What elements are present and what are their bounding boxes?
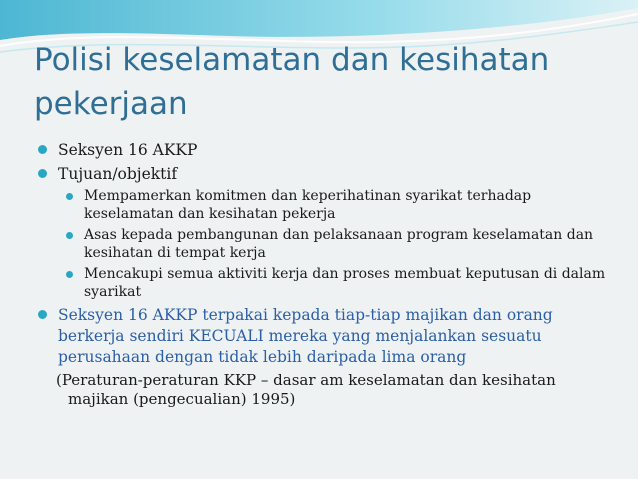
bullet-dot-icon [38,169,47,178]
bullet-dot-icon [38,310,47,319]
sub-bullet-item [66,227,608,262]
bullet-dot-icon [66,193,73,200]
bullet-text: Seksyen 16 AKKP [58,141,198,159]
slide-title: Polisi keselamatan dan kesihatan pekerjaan [34,42,550,122]
slide-content [38,140,608,409]
sub-bullet-text: Mempamerkan komitmen dan keperihatinan syarikat terhadap keselamatan dan kesihatan pekerja [84,188,532,222]
bullet-item-highlight [38,305,608,368]
bullet-dot-icon [66,271,73,278]
bullet-item [38,164,608,185]
bullet-dot-icon [66,232,73,239]
sub-bullet-text: Asas kepada pembangunan dan pelaksanaan program keselamatan dan kesihatan di tempat kerja [84,227,594,261]
sub-bullet-item [66,188,608,223]
bullet-item [38,140,608,161]
note-text: (Peraturan-peraturan KKP – dasar am keselamatan dan kesihatan majikan (pengecualian) 1995) [56,371,556,408]
sub-bullet-text: Mencakupi semua aktiviti kerja dan proses membuat keputusan di dalam syarikat [84,266,606,300]
sub-bullet-item [66,266,608,301]
bullet-dot-icon [38,145,47,154]
bullet-text: Tujuan/objektif [58,165,178,183]
bullet-text: Seksyen 16 AKKP terpakai kepada tiap-tiap majikan dan orang berkerja sendiri KECUALI mereka yang menjalankan sesuatu perusahaan dengan tidak lebih daripada lima orang [58,306,553,366]
